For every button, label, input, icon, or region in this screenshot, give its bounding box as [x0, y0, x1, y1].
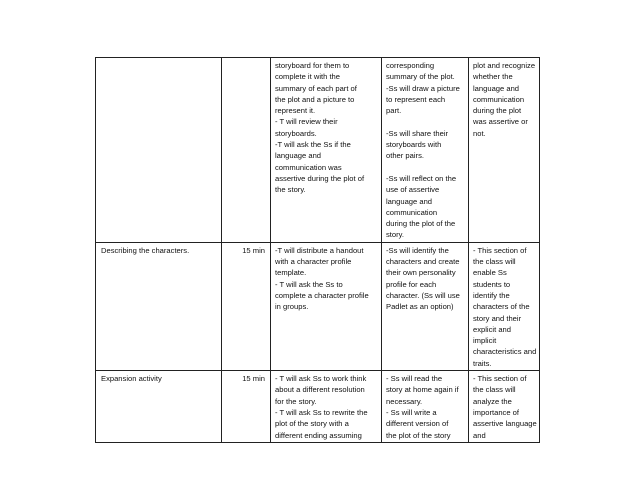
- purpose-text-line: language and: [473, 83, 520, 93]
- students-text-line: to represent each: [386, 94, 446, 104]
- purpose-text-line: during the plot: [473, 106, 522, 116]
- students-text-line: -Ss will share their: [386, 128, 449, 138]
- teacher-text-line: storyboard for them to: [275, 61, 350, 70]
- students-cell: [382, 371, 469, 443]
- time-text-line: 15 min: [242, 374, 265, 384]
- purpose-text-line: not.: [473, 128, 486, 138]
- teacher-text-line: - T will ask Ss to work think: [275, 374, 367, 384]
- activity-cell: [96, 371, 222, 443]
- students-text-line: -Ss will identify the: [386, 245, 449, 255]
- teacher-text-line: for the story.: [275, 396, 317, 406]
- teacher-text-line: plot of the story with a: [275, 419, 349, 429]
- teacher-text-line: -T will distribute a handout: [275, 245, 364, 255]
- students-text-line: characters and create: [386, 257, 460, 267]
- teacher-text-line: the plot and a picture to: [275, 94, 355, 104]
- teacher-text-line: summary of each part of: [275, 83, 357, 93]
- students-text-line: during the plot of the: [386, 219, 456, 229]
- teacher-text-line: storyboards.: [275, 128, 317, 138]
- students-text-line: different version of: [386, 419, 449, 429]
- purpose-text-line: story and their: [473, 313, 522, 323]
- students-text-line: language and: [386, 196, 433, 206]
- purpose-text-line: communication: [473, 94, 525, 104]
- students-text-line: story.: [386, 230, 405, 240]
- time-cell: [222, 242, 271, 370]
- students-text-line: their own personality: [386, 268, 456, 278]
- students-text-line: communication: [386, 207, 438, 217]
- purpose-text-line: identify the: [473, 290, 510, 300]
- students-text-line: story at home again if: [386, 385, 459, 395]
- students-cell: [382, 58, 469, 243]
- teacher-text-line: assertive during the plot of: [275, 173, 365, 183]
- purpose-text-line: importance of: [473, 407, 520, 417]
- teacher-text-line: -T will ask the Ss if the: [275, 140, 351, 150]
- teacher-text-line: communication was: [275, 162, 342, 172]
- teacher-text-line: - T will ask Ss to rewrite the: [275, 407, 368, 417]
- purpose-text-line: traits.: [473, 358, 492, 368]
- students-text-line: corresponding: [386, 61, 435, 70]
- purpose-text-line: analyze the: [473, 396, 512, 406]
- purpose-text-line: assertive language: [473, 419, 537, 429]
- students-text-line: Padlet as an option): [386, 302, 454, 312]
- purpose-text-line: whether the: [473, 72, 513, 82]
- purpose-cell: [469, 58, 540, 243]
- purpose-text-line: characteristics and: [473, 347, 537, 357]
- time-cell: [222, 58, 271, 243]
- students-text-line: profile for each: [386, 279, 437, 289]
- teacher-text-line: - T will ask the Ss to: [275, 279, 343, 289]
- students-text-line: the plot of the story: [386, 430, 451, 440]
- students-text-line: storyboards with: [386, 140, 442, 150]
- activity-text-line: Expansion activity: [101, 374, 162, 384]
- students-text-line: necessary.: [386, 396, 423, 406]
- teacher-text-line: different ending assuming: [275, 430, 362, 440]
- teacher-text-line: language and: [275, 151, 322, 161]
- purpose-text-line: students to: [473, 279, 511, 289]
- activity-cell: [96, 242, 222, 370]
- purpose-cell: [469, 371, 540, 443]
- students-text-line: character. (Ss will use: [386, 290, 460, 300]
- students-text-line: use of assertive: [386, 185, 440, 195]
- students-text-line: other pairs.: [386, 151, 424, 161]
- time-text-line: 15 min: [242, 245, 265, 255]
- teacher-text-line: about a different resolution: [275, 385, 365, 395]
- purpose-text-line: and: [473, 430, 486, 440]
- activity-text-line: Describing the characters.: [101, 245, 190, 255]
- students-text-line: - Ss will write a: [386, 407, 437, 417]
- activity-cell: [96, 58, 222, 243]
- teacher-text-line: in groups.: [275, 302, 309, 312]
- table-row-continuation: [96, 58, 540, 243]
- teacher-text-line: complete it with the: [275, 72, 340, 82]
- table-row-expansion-activity: [96, 371, 540, 443]
- purpose-text-line: was assertive or: [473, 117, 528, 127]
- purpose-text-line: plot and recognize: [473, 61, 536, 70]
- lesson-plan-table-body: [96, 58, 540, 443]
- teacher-text-line: the story.: [275, 185, 306, 195]
- students-text-line: summary of the plot.: [386, 72, 455, 82]
- purpose-text-line: - This section of: [473, 245, 527, 255]
- teacher-cell: [271, 58, 382, 243]
- purpose-text-line: the class will: [473, 385, 516, 395]
- teacher-cell: [271, 242, 382, 370]
- students-text-line: - Ss will read the: [386, 374, 443, 384]
- teacher-text-line: represent it.: [275, 106, 316, 116]
- students-text-line: -Ss will draw a picture: [386, 83, 460, 93]
- teacher-text-line: with a character profile: [275, 257, 352, 267]
- table-row-describing-characters: [96, 242, 540, 370]
- purpose-text-line: characters of the: [473, 302, 530, 312]
- students-text-line: part.: [386, 106, 402, 116]
- purpose-text-line: - This section of: [473, 374, 527, 384]
- teacher-text-line: - T will review their: [275, 117, 338, 127]
- students-text-line: -Ss will reflect on the: [386, 173, 457, 183]
- purpose-cell: [469, 242, 540, 370]
- lesson-plan-table: [95, 57, 540, 443]
- time-cell: [222, 371, 271, 443]
- purpose-text-line: explicit and: [473, 324, 511, 334]
- blank-line: [386, 116, 465, 127]
- teacher-cell: [271, 371, 382, 443]
- teacher-text-line: complete a character profile: [275, 290, 369, 300]
- teacher-text-line: template.: [275, 268, 307, 278]
- purpose-text-line: implicit: [473, 336, 497, 346]
- students-cell: [382, 242, 469, 370]
- blank-line: [386, 162, 465, 173]
- purpose-text-line: enable Ss: [473, 268, 507, 278]
- purpose-text-line: the class will: [473, 257, 516, 267]
